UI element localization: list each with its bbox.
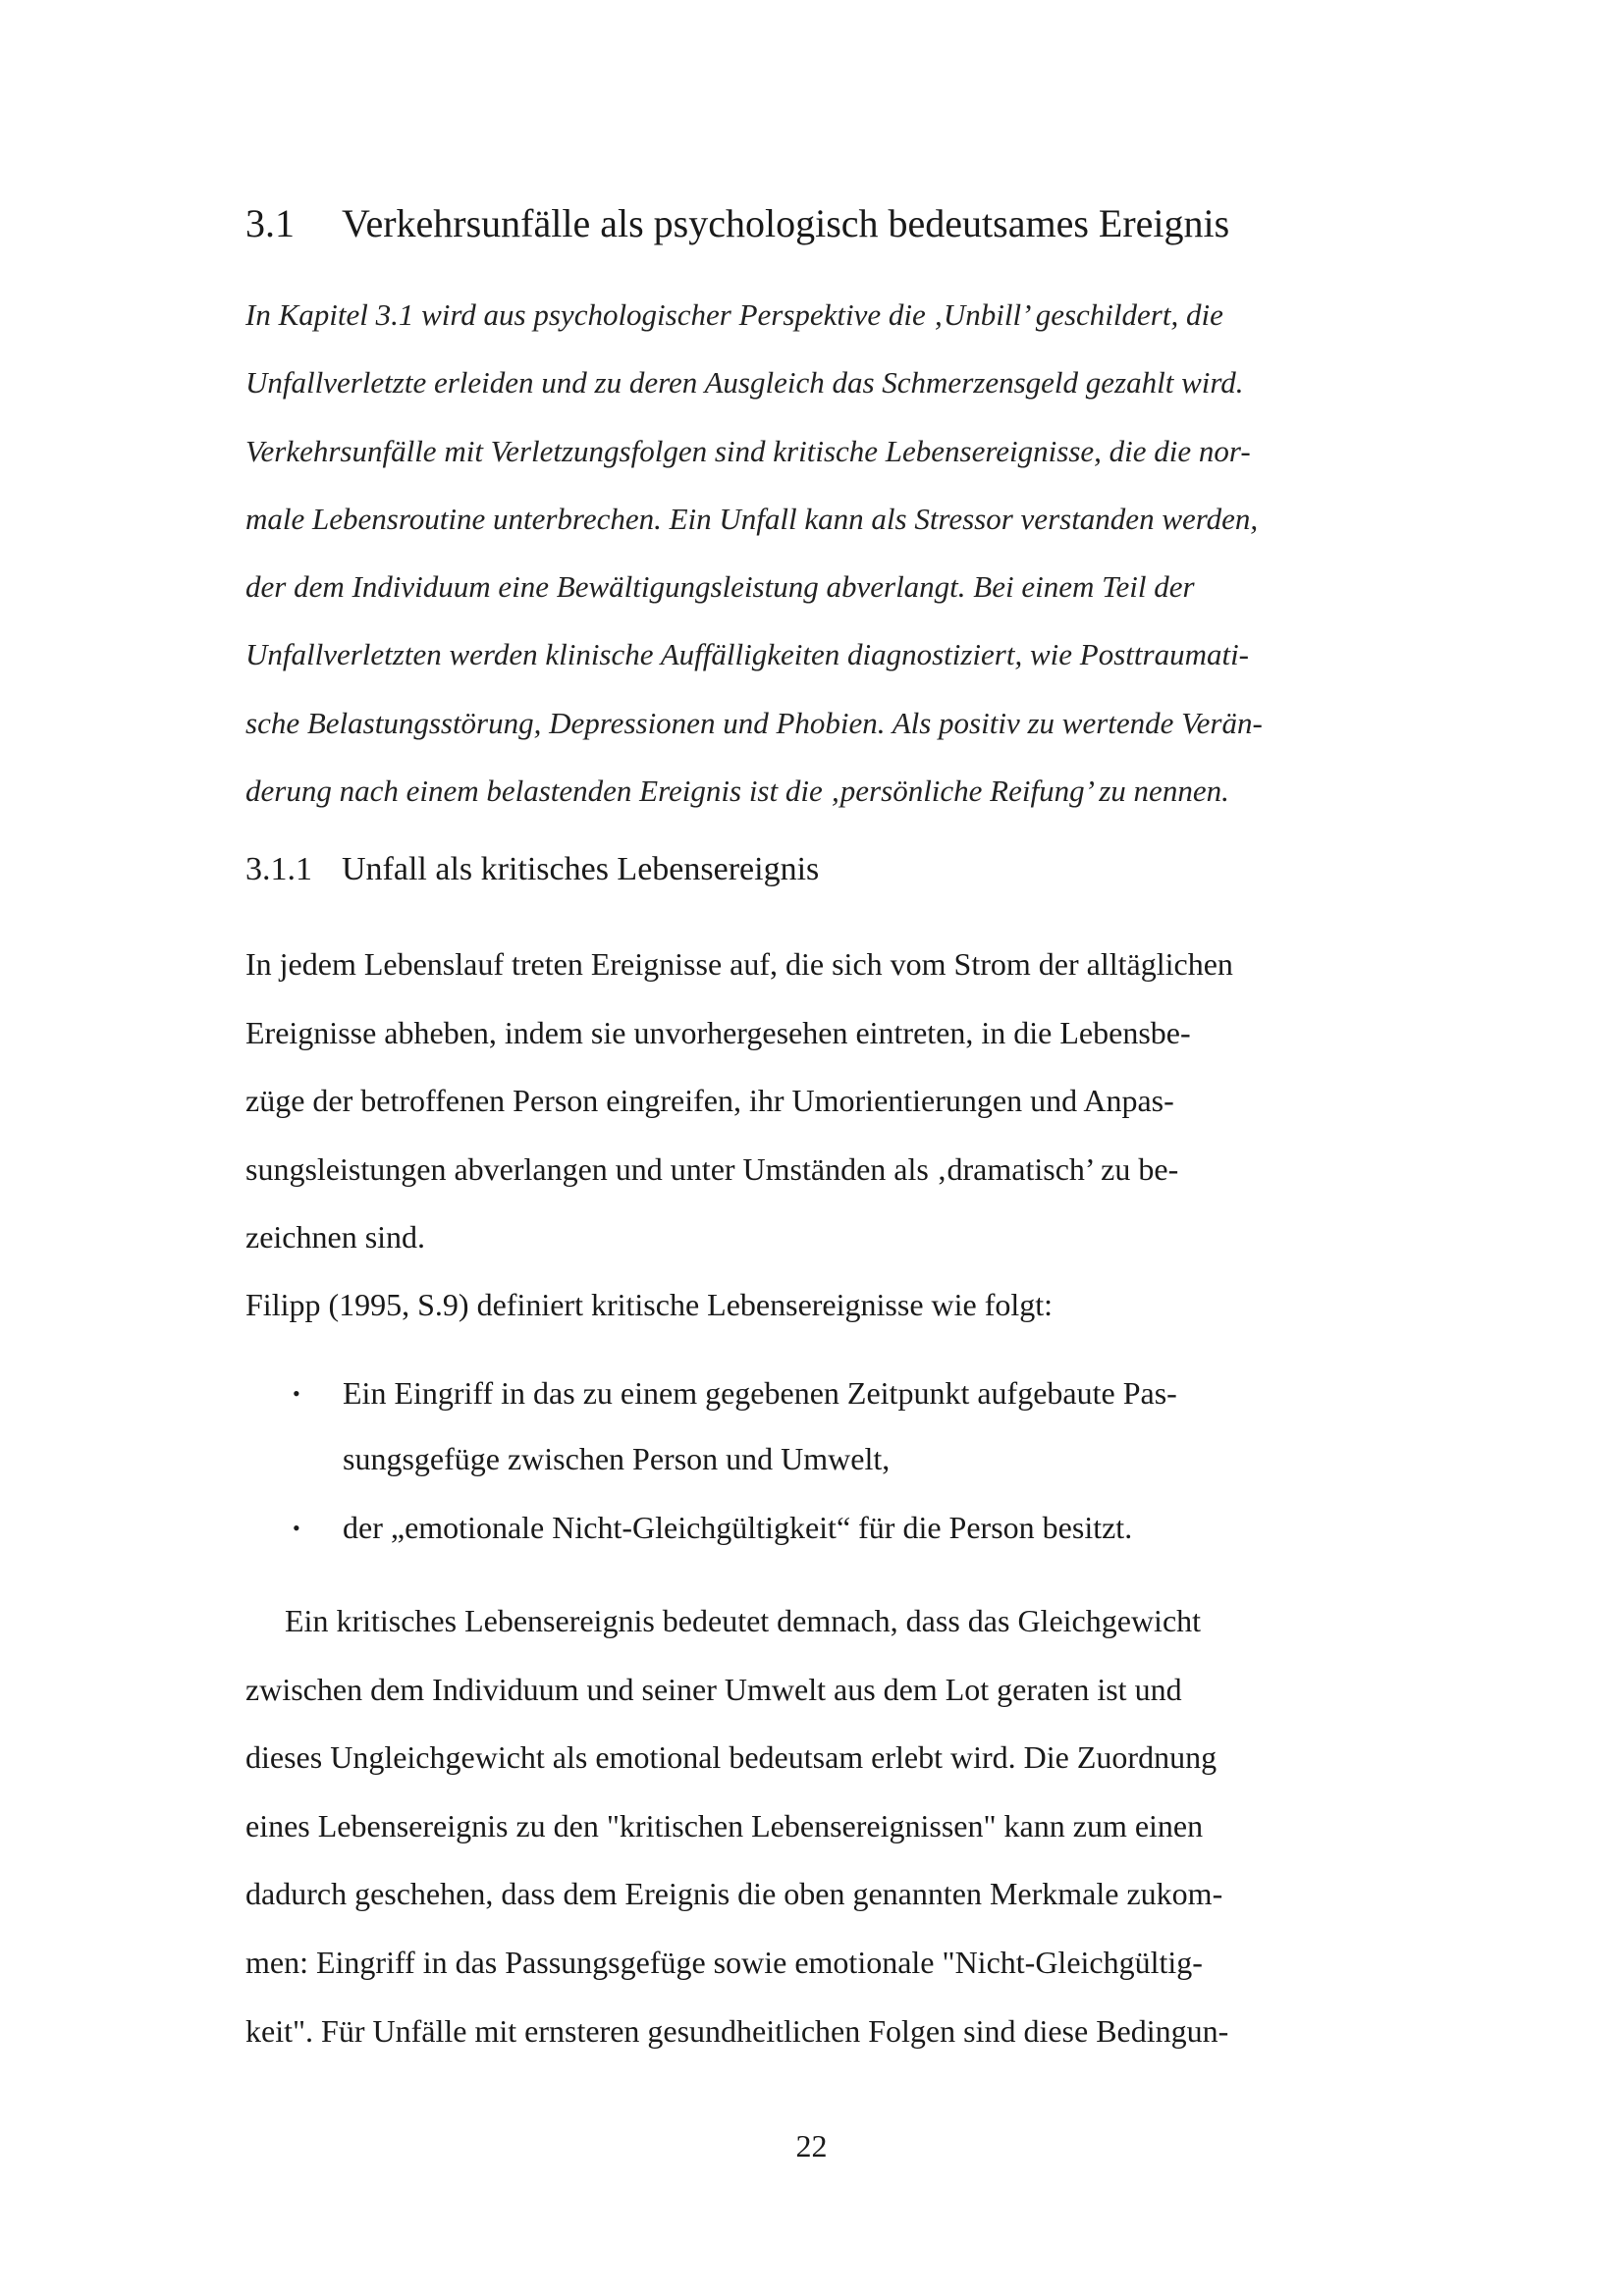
list-item [245,1361,1384,1492]
page-number: 22 [795,2128,828,2163]
paragraph-line: dadurch geschehen, dass dem Ereignis die oben genannten Merkmale zukom- [245,1876,1223,1912]
paragraph-line: züge der betroffenen Person eingreifen, ihr Umorientierungen und Anpas- [245,1083,1174,1118]
chapter-abstract [245,281,1384,825]
subsection-title: Unfall als kritisches Lebensereignis [342,851,820,887]
paragraph-line: Ein kritisches Lebensereignis bedeutet demnach, dass das Gleichgewicht [285,1603,1202,1638]
definition-list [245,1361,1384,1564]
paragraph-line: dieses Ungleichgewicht als emotional bedeutsam erlebt wird. Die Zuordnung [245,1739,1217,1776]
paragraph-line: keit". Für Unfälle mit ernsteren gesundheitlichen Folgen sind diese Bedingun- [245,2012,1229,2049]
subsection-number: 3.1.1 [245,851,312,887]
abstract-line: Unfallverletzte erleiden und zu deren Ausgleich das Schmerzensgeld gezahlt wird. [245,365,1244,400]
subsection-heading [245,846,1384,893]
paragraph-line: zwischen dem Individuum und seiner Umwelt aus dem Lot geraten ist und [245,1671,1182,1707]
paragraph-line: eines Lebensereignis zu den "kritischen Lebensereignissen" kann zum einen [245,1807,1204,1843]
list-item-line: Ein Eingriff in das zu einem gegebenen Zeitpunkt aufgebaute Pas- [343,1375,1177,1411]
list-item [245,1495,1384,1561]
bullet-marker: • [293,1381,300,1406]
paragraph-critical-event [245,1587,1384,2065]
paragraph-life-events [245,931,1384,1272]
abstract-line: Verkehrsunfälle mit Verletzungsfolgen sind kritische Lebensereignisse, die die nor- [245,433,1251,468]
list-item-line: der „emotionale Nicht-Gleichgültigkeit“ für die Person besitzt. [343,1510,1133,1545]
abstract-line: male Lebensroutine unterbrechen. Ein Unfall kann als Stressor verstanden werden, [245,501,1259,536]
paragraph-line: zeichnen sind. [245,1219,426,1255]
abstract-line: sche Belastungsstörung, Depressionen und Phobien. Als positiv zu wertende Verän- [245,705,1263,740]
list-item-line: sungsgefüge zwischen Person und Umwelt, [343,1441,891,1476]
section-title: Verkehrsunfälle als psychologisch bedeutsames Ereignis [342,201,1230,245]
paragraph-definition-intro [245,1277,1384,1332]
paragraph-line: Filipp (1995, S.9) definiert kritische Lebensereignisse wie folgt: [245,1287,1054,1322]
abstract-line: In Kapitel 3.1 wird aus psychologischer Perspektive die ‚Unbill’ geschildert, die [245,297,1223,332]
paragraph-line: sungsleistungen abverlangen und unter Umständen als ‚dramatisch’ zu be- [245,1150,1179,1187]
section-heading [245,196,1384,251]
paragraph-line: In jedem Lebenslauf treten Ereignisse auf, die sich vom Strom der alltäglichen [245,946,1233,982]
abstract-line: derung nach einem belastenden Ereignis ist die ‚persönliche Reifung’ zu nennen. [245,774,1229,809]
abstract-line: Unfallverletzten werden klinische Auffälligkeiten diagnostiziert, wie Posttraumati- [245,637,1250,672]
paragraph-line: men: Eingriff in das Passungsgefüge sowie emotionale "Nicht-Gleichgültig- [245,1944,1203,1980]
bullet-marker: • [293,1516,300,1540]
abstract-line: der dem Individuum eine Bewältigungsleistung abverlangt. Bei einem Teil der [245,569,1195,605]
paragraph-line: Ereignisse abheben, indem sie unvorhergesehen eintreten, in die Lebensbe- [245,1014,1191,1050]
section-number: 3.1 [245,201,295,245]
